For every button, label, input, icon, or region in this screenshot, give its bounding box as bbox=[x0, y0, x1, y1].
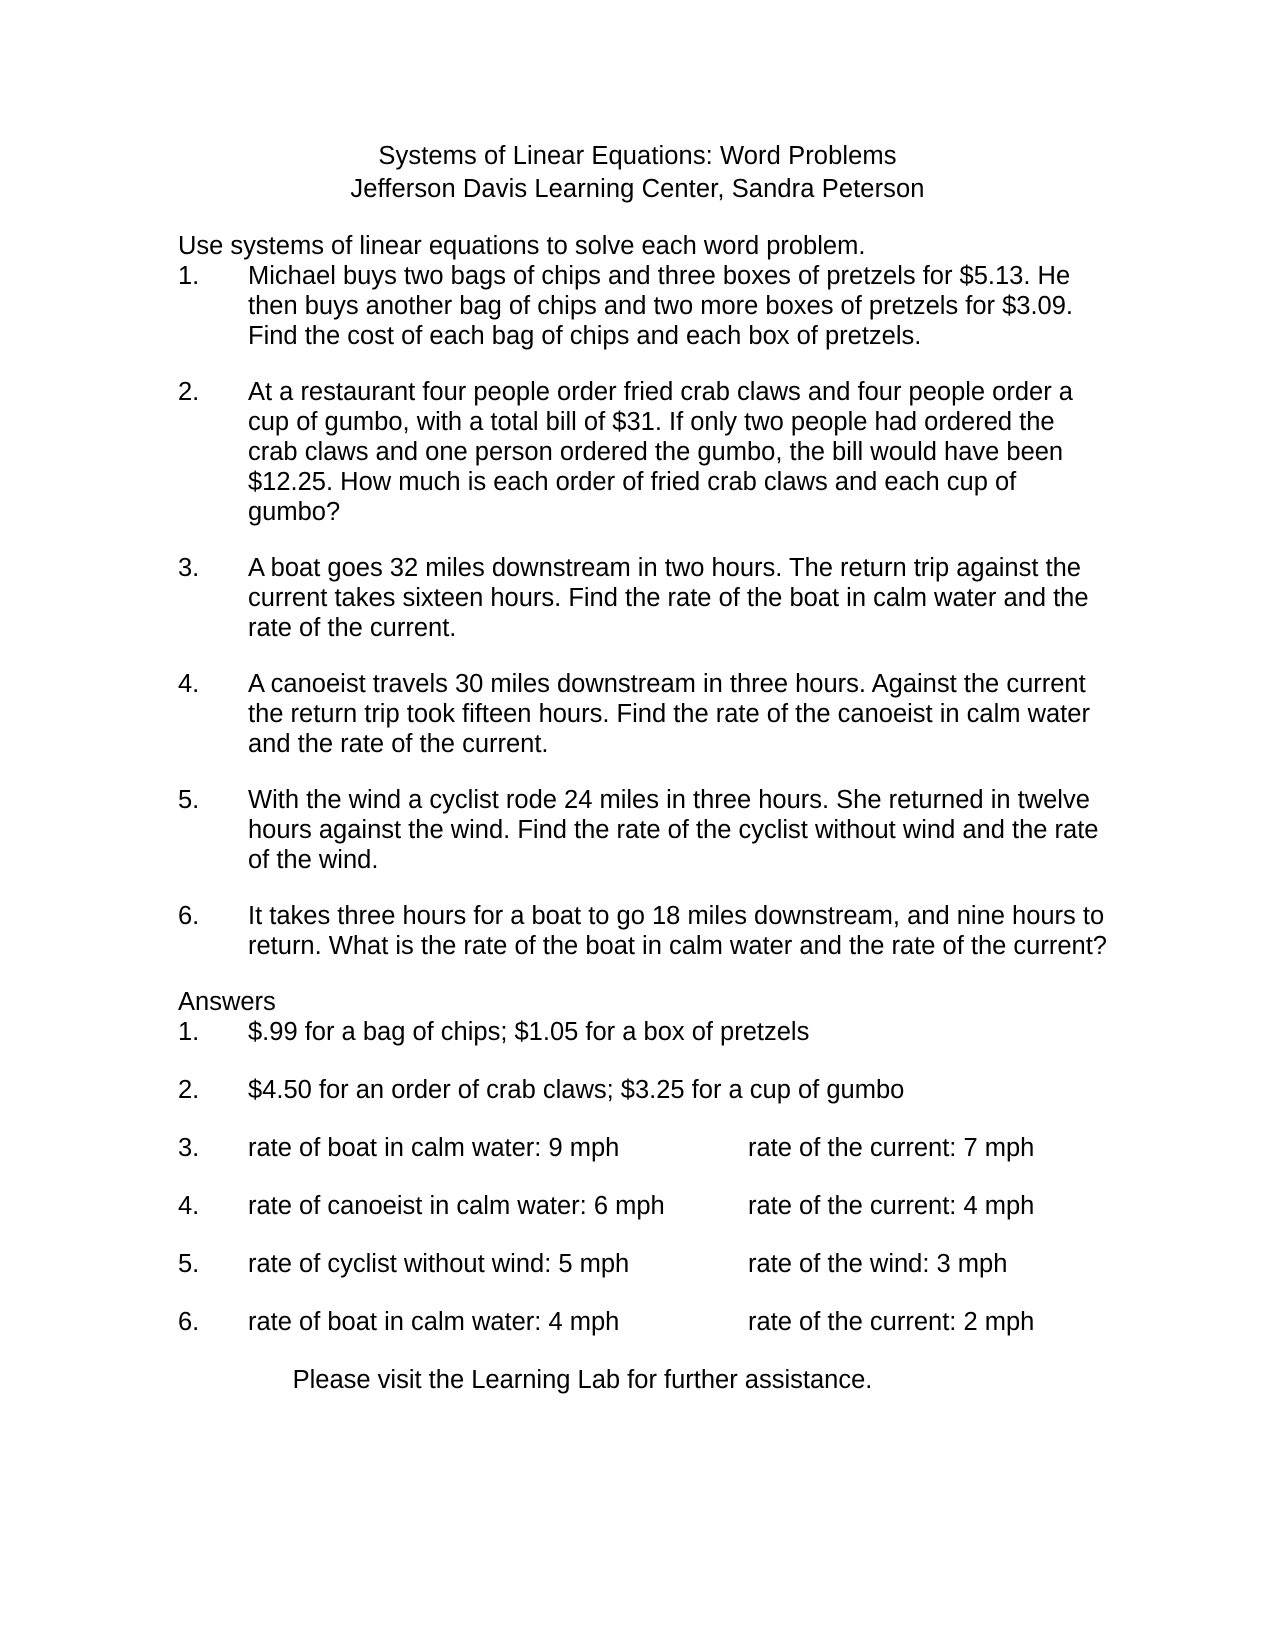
problem-item bbox=[178, 669, 1107, 759]
answer-row bbox=[178, 1075, 1107, 1105]
problem-body: With the wind a cyclist rode 24 miles in three hours. She returned in twelve hours against the wind. Find the rate of the cyclist without wind and the rate of the wind. bbox=[248, 786, 1099, 874]
answer-secondary: rate of the current: 2 mph bbox=[748, 1308, 1035, 1336]
answer-primary: $.99 for a bag of chips; $1.05 for a box of pretzels bbox=[248, 1018, 810, 1046]
answer-primary: rate of boat in calm water: 9 mph bbox=[248, 1134, 620, 1162]
instruction-text: Use systems of linear equations to solve each word problem. bbox=[178, 232, 866, 260]
problem-item bbox=[178, 377, 1107, 527]
answer-row bbox=[178, 1191, 1107, 1221]
answer-number: 5. bbox=[178, 1250, 200, 1278]
answer-number: 1. bbox=[178, 1018, 200, 1046]
problem-number: 1. bbox=[178, 262, 200, 290]
answer-secondary: rate of the current: 7 mph bbox=[748, 1134, 1035, 1162]
answer-row bbox=[178, 1133, 1107, 1163]
problem-number: 6. bbox=[178, 902, 200, 930]
problem-number: 3. bbox=[178, 554, 200, 582]
problem-body: Michael buys two bags of chips and three boxes of pretzels for $5.13. He then buys another bag of chips and two more boxes of pretzels for $3.09. Find the cost of each bag of chips and each box of pretzels. bbox=[248, 262, 1074, 350]
answer-number: 3. bbox=[178, 1134, 200, 1162]
answer-row bbox=[178, 1017, 1107, 1047]
problem-body: At a restaurant four people order fried crab claws and four people order a cup of gumbo, with a total bill of $31. If only two people had ordered the crab claws and one person ordered the gumbo, the bill would have been $12.25. How much is each order of fried crab claws and each cup of gumbo? bbox=[248, 378, 1073, 526]
answer-primary: rate of canoeist in calm water: 6 mph bbox=[248, 1192, 665, 1220]
problem-number: 5. bbox=[178, 786, 200, 814]
answer-secondary: rate of the wind: 3 mph bbox=[748, 1250, 1008, 1278]
problem-item bbox=[178, 553, 1107, 643]
answer-primary: rate of boat in calm water: 4 mph bbox=[248, 1308, 620, 1336]
problem-item bbox=[178, 785, 1107, 875]
answer-row bbox=[178, 1249, 1107, 1279]
problem-number: 4. bbox=[178, 670, 200, 698]
problem-body: A boat goes 32 miles downstream in two hours. The return trip against the current takes sixteen hours. Find the rate of the boat in calm water and the rate of the current. bbox=[248, 554, 1089, 642]
problem-body: It takes three hours for a boat to go 18 miles downstream, and nine hours to return. What is the rate of the boat in calm water and the rate of the current? bbox=[248, 902, 1107, 960]
answer-row bbox=[178, 1307, 1107, 1337]
answer-secondary: rate of the current: 4 mph bbox=[748, 1192, 1035, 1220]
answer-number: 2. bbox=[178, 1076, 200, 1104]
problem-item bbox=[178, 261, 1107, 351]
answers-heading: Answers bbox=[178, 988, 276, 1016]
answer-number: 6. bbox=[178, 1308, 200, 1336]
document-title: Systems of Linear Equations: Word Problems bbox=[378, 142, 897, 170]
document-header bbox=[0, 0, 1275, 206]
problem-item bbox=[178, 901, 1107, 961]
problem-number: 2. bbox=[178, 378, 200, 406]
footer-note: Please visit the Learning Lab for further assistance. bbox=[292, 1366, 873, 1394]
answer-primary: $4.50 for an order of crab claws; $3.25 for a cup of gumbo bbox=[248, 1076, 905, 1104]
document-subtitle: Jefferson Davis Learning Center, Sandra Peterson bbox=[350, 175, 925, 203]
document-body bbox=[0, 231, 1275, 1395]
answer-primary: rate of cyclist without wind: 5 mph bbox=[248, 1250, 630, 1278]
answer-number: 4. bbox=[178, 1192, 200, 1220]
problem-body: A canoeist travels 30 miles downstream in three hours. Against the current the return trip took fifteen hours. Find the rate of the canoeist in calm water and the rate of the current. bbox=[248, 670, 1090, 758]
